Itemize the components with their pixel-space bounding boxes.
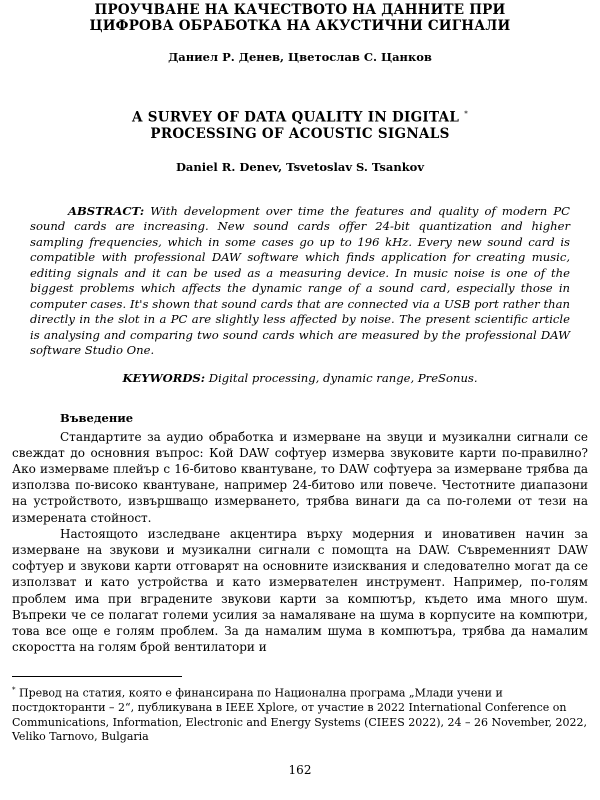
keywords-label: KEYWORDS: (122, 370, 206, 385)
english-title-line-1: A SURVEY OF DATA QUALITY IN DIGITAL (131, 109, 460, 126)
bulgarian-authors: Даниел Р. Денев, Цветослав С. Цанков (168, 50, 432, 64)
bulgarian-title-line-1: ПРОУЧВАНЕ НА КАЧЕСТВОТО НА ДАННИТЕ ПРИ (94, 2, 506, 18)
body-paragraph-1: Стандартите за аудио обработка и измерване на звуци и музикални сигнали се свеждат до основния въпрос: Кой DAW софтуер измерва звуковите карти по-правилно? Ако измерваме плейър с 16-битово квантуване, то DAW софтуера за измерване трябва да използва по-високо квантуване, например 24-битово или повече. Честотните диапазони на устройството, извършващо измерването, трябва винаги да са по-големи от тези на измерената стойност. (12, 429, 588, 525)
title-footnote-mark: * (464, 110, 469, 118)
abstract-label: ABSTRACT: (68, 203, 145, 218)
section-heading-introduction: Въведение (60, 410, 134, 425)
keywords-text: Digital processing, dynamic range, PreSonus. (205, 370, 478, 385)
keywords (12, 371, 588, 385)
english-title (12, 106, 588, 142)
footnote-divider (12, 676, 182, 677)
bulgarian-title (12, 2, 588, 34)
footnote-mark: * (12, 686, 16, 694)
body-paragraph-2: Настоящото изследване акцентира върху модерния и иновативен начин за измерване на звукови и музикални сигнали с помощта на DAW. Съвременният DAW софтуер и звукови карти отговарят на основните изисквания и следователно могат да се използват и като устройства и като измервателен инструмент. Например, по-голям проблем има при вградените звукови карти за компютър, където има много шум. Въпреки че се полагат големи усилия за намаляване на шума в корпусите на компютри, това все още е голям проблем. За да намалим шума в компютъра, трябва да намалим скоростта на голям брой вентилатори и (12, 526, 588, 655)
english-title-line-2: PROCESSING OF ACOUSTIC SIGNALS (150, 125, 450, 142)
footnote-text: Превод на статия, която е финансирана по Национална програма „Млади учени и постдокторанти – 2“, публикувана в IEEE Xplore, от участие в 2022 International Conference on Communications, Information, Electronic and Energy Systems (CIEES 2022), 24 – 26 November, 2022, Veliko Tarnovo, Bulgaria (12, 686, 587, 744)
abstract (30, 204, 570, 359)
english-authors: Daniel R. Denev, Tsvetoslav S. Tsankov (175, 159, 425, 174)
page-number: 162 (288, 763, 312, 777)
footnote (12, 683, 588, 745)
abstract-text: With development over time the features and quality of modern PC sound cards are increasing. New sound cards offer 24-bit quantization and higher sampling frequencies, which in some cases go up to 196 kHz. Every new sound card is compatible with professional DAW software which finds application for creating music, editing signals and it can be used as a measuring device. In music noise is one of the biggest problems which affects the dynamic range of a sound card, especially those in computer cases. It's shown that sound cards that are connected via a USB port rather than directly in the slot in a PC are slightly less affected by noise. The present scientific article is analysing and comparing two sound cards which are measured by the professional DAW software Studio One. (30, 203, 570, 357)
bulgarian-title-line-2: ЦИФРОВА ОБРАБОТКА НА АКУСТИЧНИ СИГНАЛИ (89, 18, 511, 34)
